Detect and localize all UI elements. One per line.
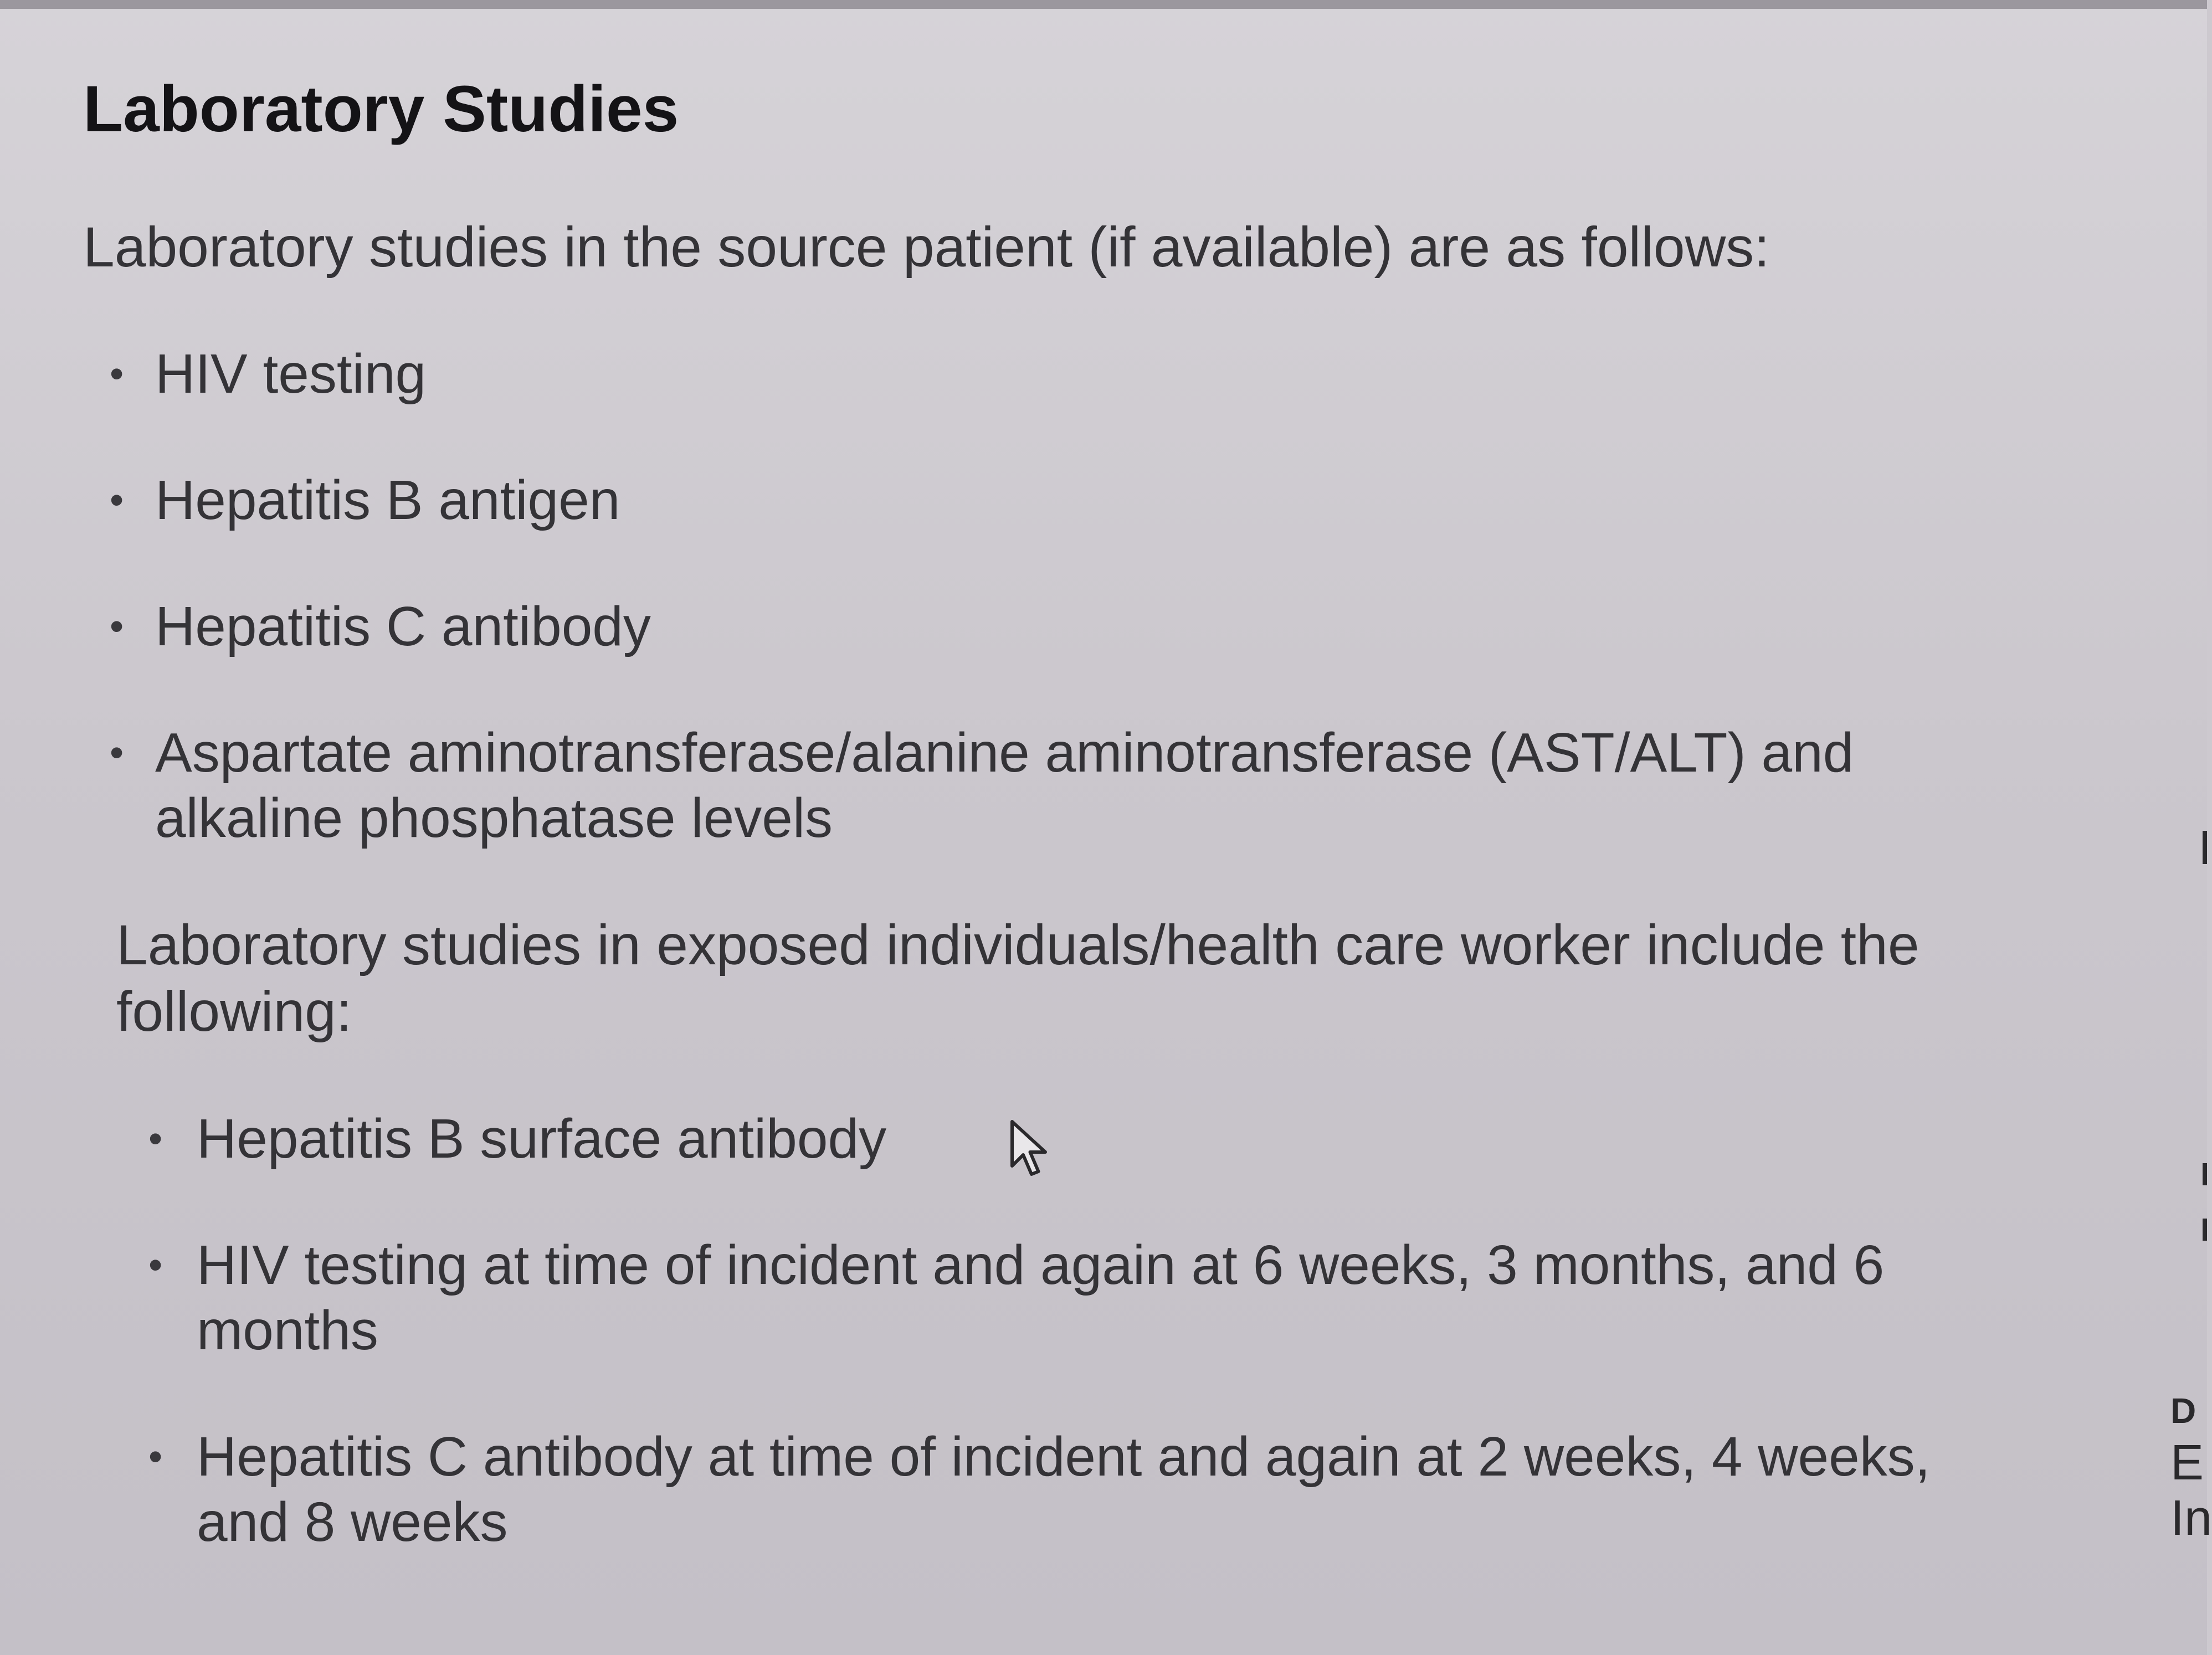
right-sidebar-fragment: [2160, 831, 2212, 1655]
sidebar-link-fragment[interactable]: E: [2170, 1435, 2204, 1490]
sidebar-divider: [2203, 1163, 2207, 1185]
bullet-dot-icon: •: [110, 478, 124, 523]
list-item-text: Hepatitis C antibody: [155, 595, 651, 658]
list-item: [83, 720, 1967, 851]
source-list: [83, 341, 1967, 851]
bullet-dot-icon: •: [110, 731, 124, 775]
sidebar-heading-fragment: D: [2170, 1391, 2196, 1431]
sidebar-link-fragment[interactable]: In: [2170, 1490, 2212, 1546]
bullet-dot-icon: •: [148, 1242, 163, 1287]
bullet-dot-icon: •: [148, 1116, 163, 1161]
top-edge: [0, 0, 2207, 9]
list-item: [83, 594, 1967, 659]
source-intro: Laboratory studies in the source patient (if available) are as follows:: [83, 215, 1770, 279]
list-item: [116, 1232, 1967, 1363]
article-section: [83, 72, 1967, 1616]
list-item-text: HIV testing at time of incident and again at 6 weeks, 3 months, and 6 months: [197, 1233, 1885, 1361]
list-item-text: Aspartate aminotransferase/alanine aminotransferase (AST/ALT) and alkaline phosphatase levels: [155, 722, 1854, 850]
sidebar-divider: [2203, 1219, 2207, 1241]
list-item: [116, 1424, 1967, 1555]
bullet-dot-icon: •: [110, 604, 124, 649]
list-item-text: HIV testing: [155, 343, 427, 405]
bullet-dot-icon: •: [148, 1434, 163, 1479]
list-item-text: Hepatitis C antibody at time of incident and again at 2 weeks, 4 weeks, and 8 weeks: [197, 1425, 1931, 1553]
sidebar-divider: [2203, 831, 2207, 864]
exposed-intro: Laboratory studies in exposed individuals/health care worker include the following:: [116, 913, 1920, 1044]
list-item-text: Hepatitis B antigen: [155, 469, 620, 532]
exposed-group: [116, 912, 1967, 1555]
mouse-pointer-icon: [1009, 1119, 1054, 1180]
section-title: Laboratory Studies: [83, 73, 679, 146]
bullet-dot-icon: •: [110, 352, 124, 397]
list-item-text: Hepatitis B surface antibody: [197, 1107, 887, 1170]
list-item: [83, 467, 1967, 533]
list-item: [83, 341, 1967, 407]
